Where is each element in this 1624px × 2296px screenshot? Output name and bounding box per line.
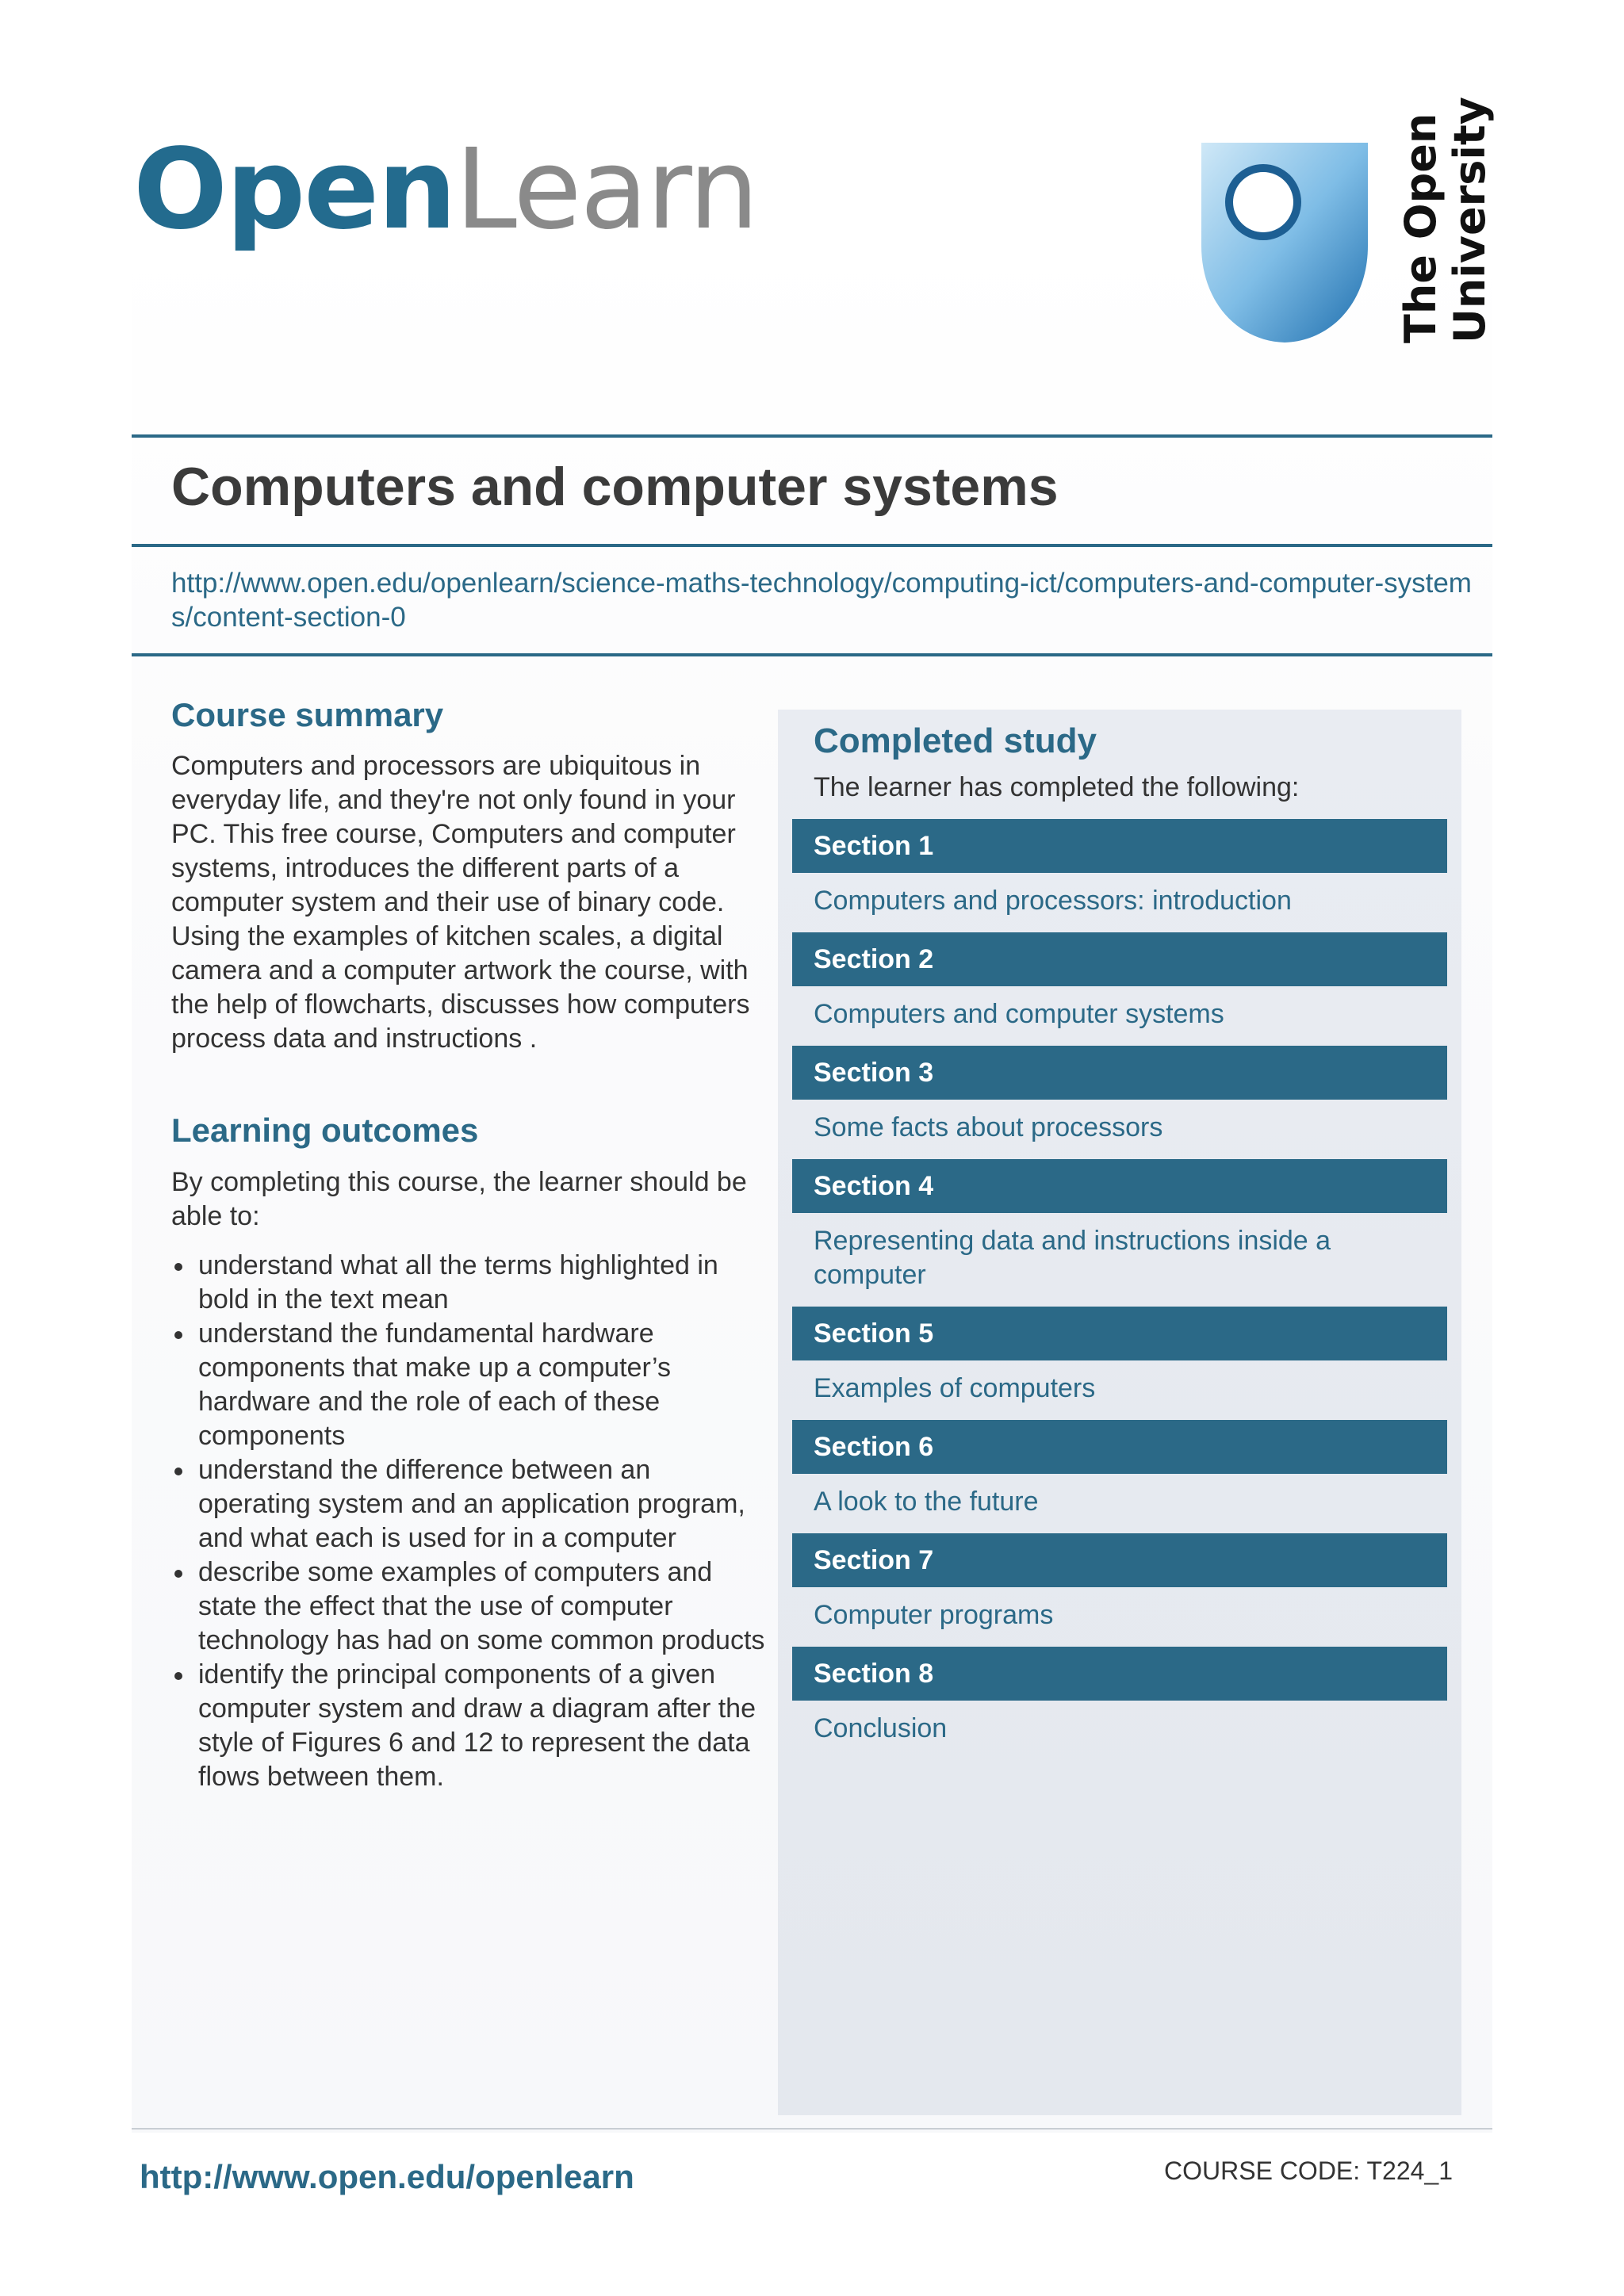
section-2-header: Section 2 [792, 932, 1447, 986]
section-8-title: Conclusion [814, 1713, 948, 1743]
learning-outcomes-intro: By completing this course, the learner should be able to: [171, 1167, 747, 1231]
section-7-header: Section 7 [792, 1533, 1447, 1587]
section-5-title: Examples of computers [814, 1373, 1096, 1403]
ou-wordmark-line2: University [1445, 97, 1495, 343]
course-code: COURSE CODE: T224_1 [1164, 2156, 1453, 2185]
section-4-header: Section 4 [792, 1159, 1447, 1213]
page-title: Computers and computer systems [171, 457, 1059, 517]
url-rule-bottom [132, 653, 1492, 656]
section-8-header: Section 8 [792, 1647, 1447, 1701]
footer-openlearn-link[interactable]: http://www.open.edu/openlearn [140, 2158, 634, 2195]
openlearn-logo [133, 119, 757, 262]
outcome-item: identify the principal components of a given computer system and draw a diagram after the style of Figures 6 and 12 to represent the data flows between them. [171, 1658, 766, 1794]
logo-open: Open [133, 125, 455, 254]
course-url-link[interactable]: http://www.open.edu/openlearn/science-maths-technology/computing-ict/computers-and-computer-systems/content-section-0 [171, 568, 1472, 633]
outcome-item: understand what all the terms highlighted in bold in the text mean [171, 1249, 766, 1317]
completed-study-heading: Completed study [814, 721, 1097, 760]
section-5-header: Section 5 [792, 1307, 1447, 1360]
footer-rule [132, 2128, 1492, 2130]
course-summary-heading: Course summary [171, 696, 444, 733]
title-rule-top [132, 434, 1492, 438]
logo-learn: Learn [454, 125, 758, 254]
ou-wordmark [1396, 97, 1495, 345]
section-7-title: Computer programs [814, 1600, 1054, 1630]
outcome-item: understand the fundamental hardware components that make up a computer’s hardware and the role of each of these components [171, 1317, 766, 1453]
section-3-title: Some facts about processors [814, 1112, 1163, 1142]
learning-outcomes-heading: Learning outcomes [171, 1112, 479, 1149]
section-1-title: Computers and processors: introduction [814, 886, 1292, 916]
section-6-title: A look to the future [814, 1487, 1039, 1517]
section-2-title: Computers and computer systems [814, 999, 1224, 1029]
course-summary-text: Computers and processors are ubiquitous in everyday life, and they're not only found in your PC. This free course, Computers and computer systems, introduces the different parts of a computer system and their use of binary code. Using the examples of kitchen scales, a digital camera and a computer artwork the course, with the help of flowcharts, discusses how computers process data and instructions . [171, 751, 750, 1054]
ou-shield-icon [1197, 143, 1372, 345]
section-4-title: Representing data and instructions inside a computer [814, 1226, 1331, 1290]
completed-study-intro: The learner has completed the following: [814, 772, 1300, 802]
ou-wordmark-line1: The Open [1396, 113, 1446, 343]
learning-outcomes-list [171, 1249, 766, 1794]
section-3-header: Section 3 [792, 1046, 1447, 1100]
outcome-item: describe some examples of computers and state the effect that the use of computer technology has had on some common products [171, 1556, 766, 1658]
completed-study-panel [778, 710, 1461, 2115]
outcome-item: understand the difference between an operating system and an application program, and what each is used for in a computer [171, 1453, 766, 1556]
section-1-header: Section 1 [792, 819, 1447, 873]
section-6-header: Section 6 [792, 1420, 1447, 1474]
open-university-logo [1197, 97, 1495, 345]
title-rule-bottom [132, 544, 1492, 547]
